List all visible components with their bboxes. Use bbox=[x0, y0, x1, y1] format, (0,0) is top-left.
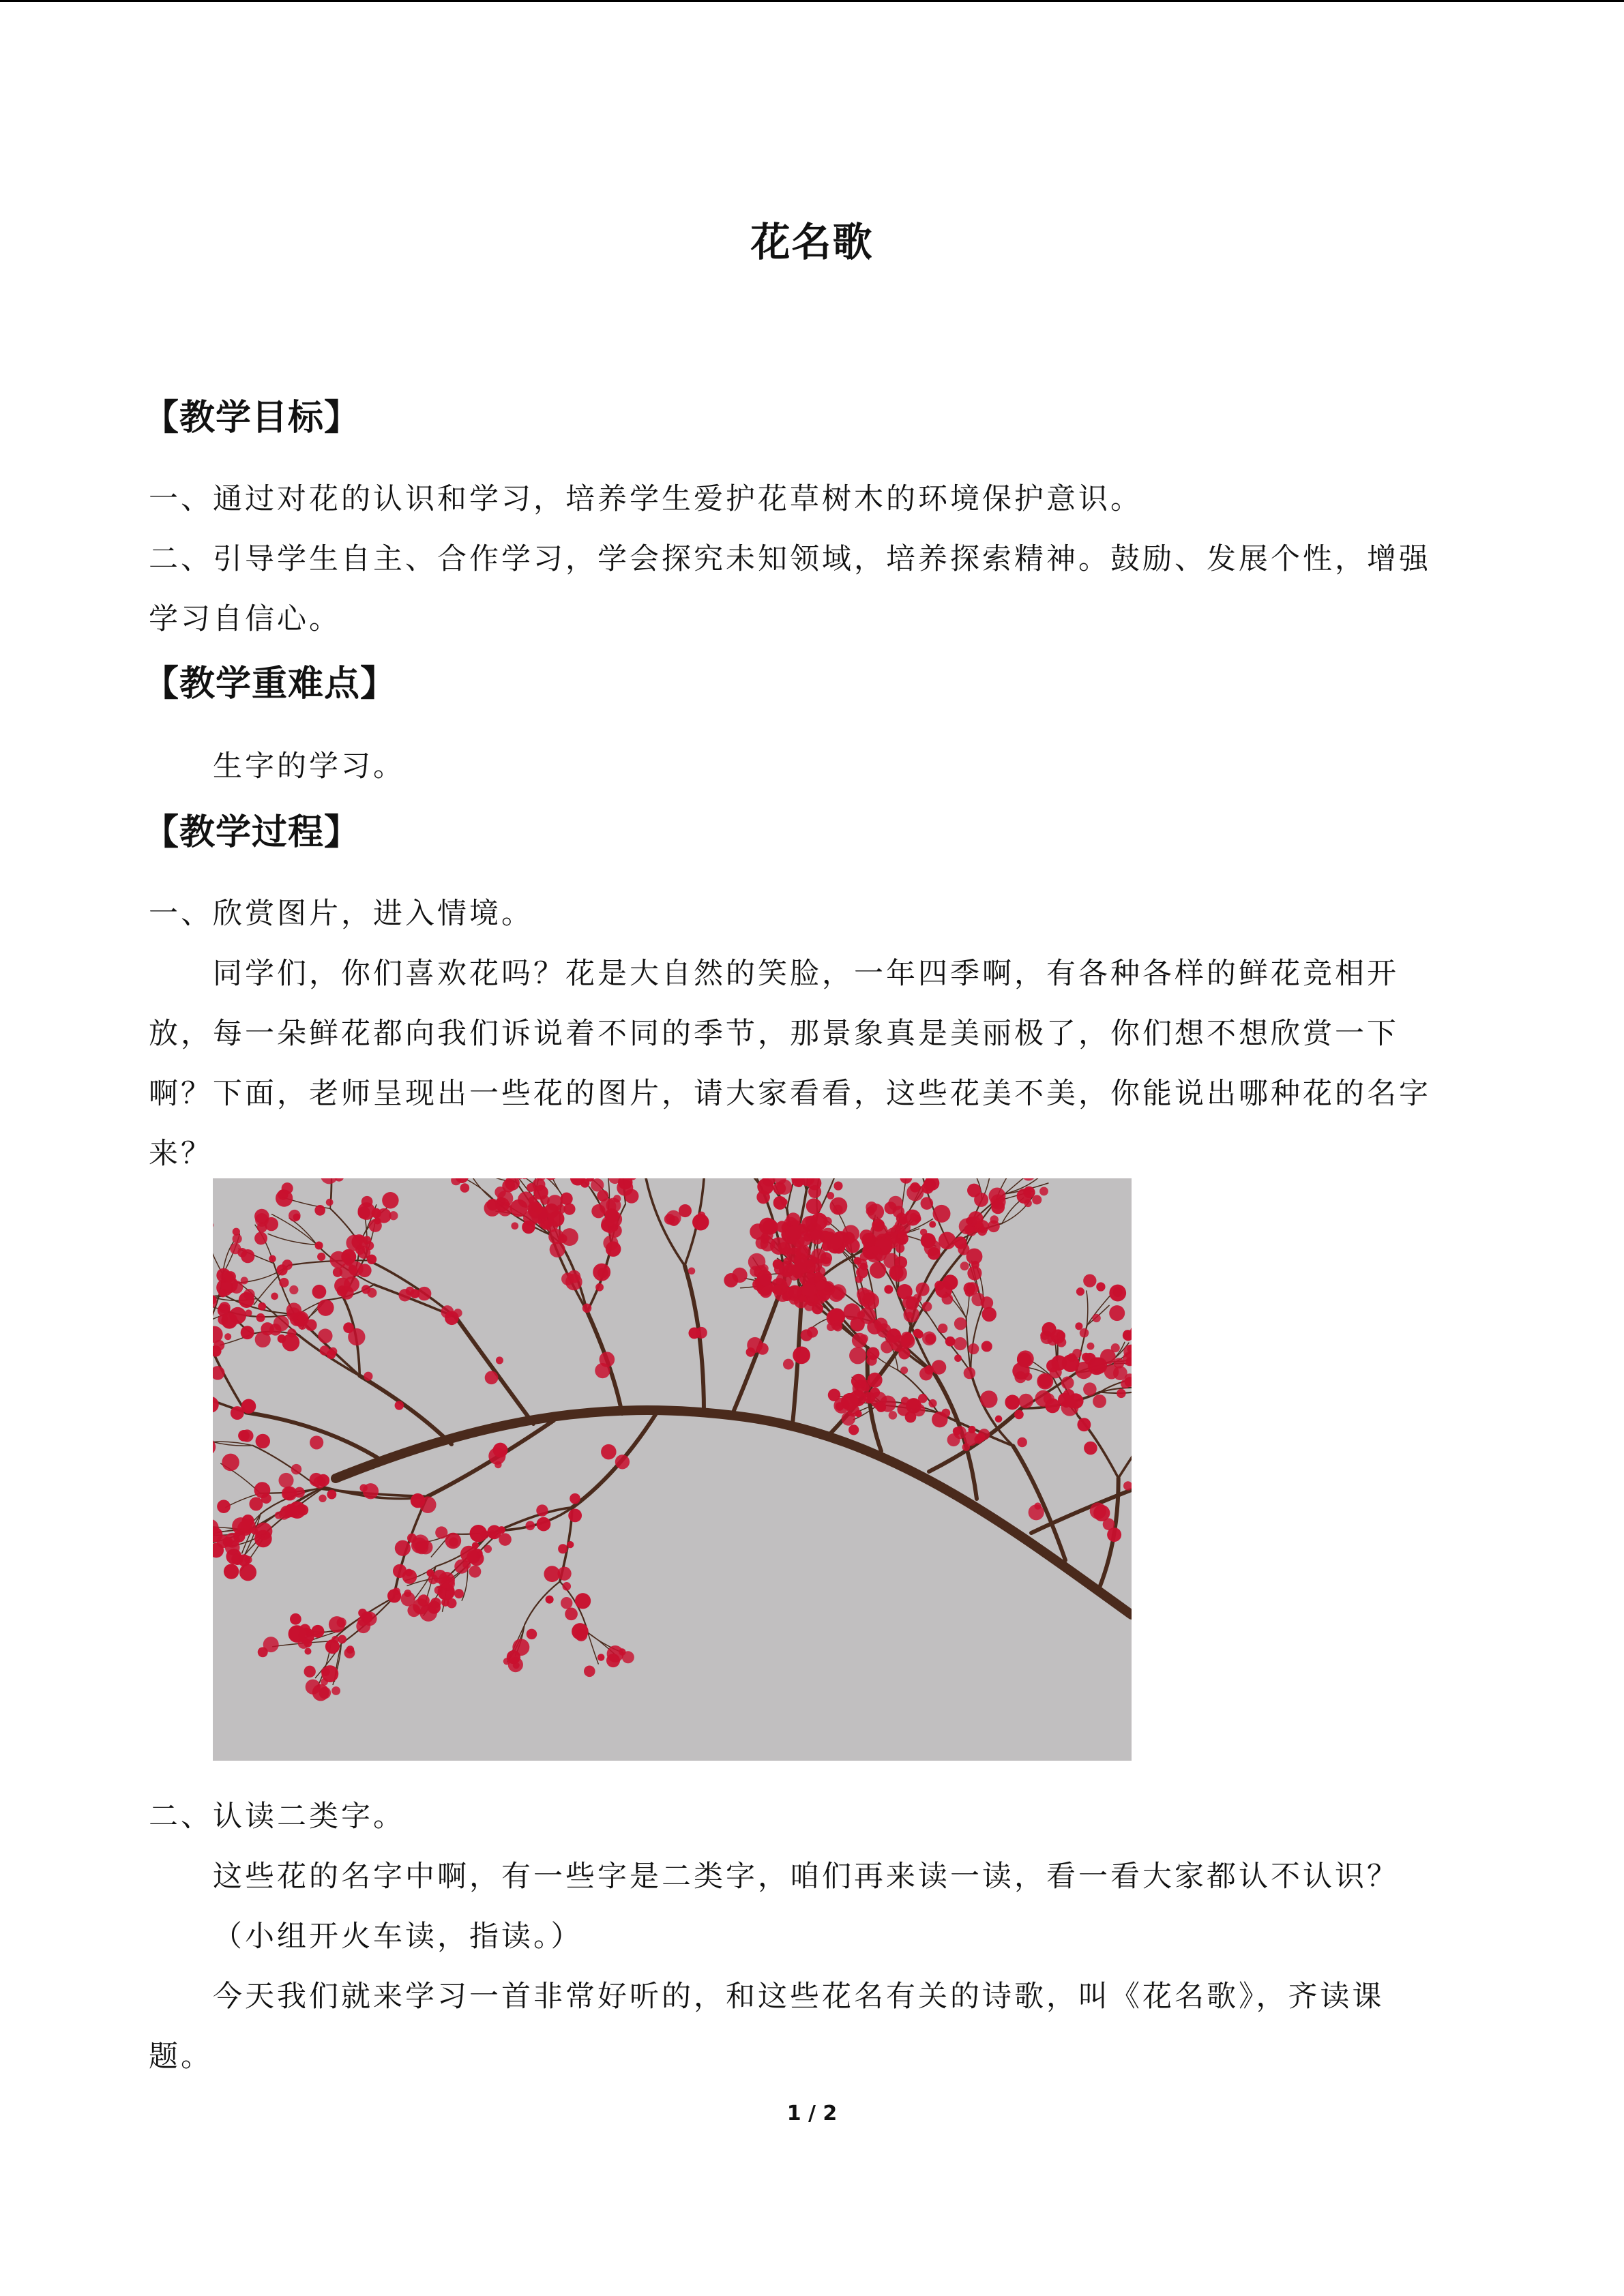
heading-key-points: 【教学重难点】 bbox=[143, 664, 397, 704]
plum-blossom-illustration bbox=[213, 1178, 1132, 1761]
process-para1-line-3: 啊？下面，老师呈现出一些花的图片，请大家看看，这些花美不美，你能说出哪种花的名字 bbox=[149, 1077, 1431, 1111]
heading-process: 【教学过程】 bbox=[143, 812, 361, 853]
process-para2-line-2: （小组开火车读，指读。） bbox=[213, 1920, 583, 1954]
objective-line-3: 学习自信心。 bbox=[149, 602, 341, 636]
process-para3-line-1: 今天我们就来学习一首非常好听的，和这些花名有关的诗歌，叫《花名歌》，齐读课 bbox=[213, 1980, 1385, 2014]
process-para1-line-4: 来？ bbox=[149, 1137, 213, 1171]
document-title: 花名歌 bbox=[750, 219, 874, 265]
key-points-line-1: 生字的学习。 bbox=[213, 749, 405, 784]
process-para3-line-2: 题。 bbox=[149, 2040, 213, 2074]
process-para1-line-2: 放，每一朵鲜花都向我们诉说着不同的季节，那景象真是美丽极了，你们想不想欣赏一下 bbox=[149, 1017, 1399, 1051]
process-para2-line-1: 这些花的名字中啊，有一些字是二类字，咱们再来读一读，看一看大家都认不认识？ bbox=[213, 1860, 1399, 1894]
process-para1-line-1: 同学们，你们喜欢花吗？花是大自然的笑脸，一年四季啊，有各种各样的鲜花竞相开 bbox=[213, 957, 1399, 991]
page-number: 1 / 2 bbox=[786, 2102, 838, 2126]
process-step-2: 二、认读二类字。 bbox=[149, 1800, 405, 1834]
heading-objectives: 【教学目标】 bbox=[143, 398, 361, 438]
process-step-1: 一、欣赏图片，进入情境。 bbox=[149, 897, 533, 931]
objective-line-2: 二、引导学生自主、合作学习，学会探究未知领域，培养探索精神。鼓励、发展个性，增强 bbox=[149, 542, 1431, 576]
plum-blossom-photo bbox=[213, 1178, 1132, 1761]
objective-line-1: 一、通过对花的认识和学习，培养学生爱护花草树木的环境保护意识。 bbox=[149, 482, 1142, 516]
